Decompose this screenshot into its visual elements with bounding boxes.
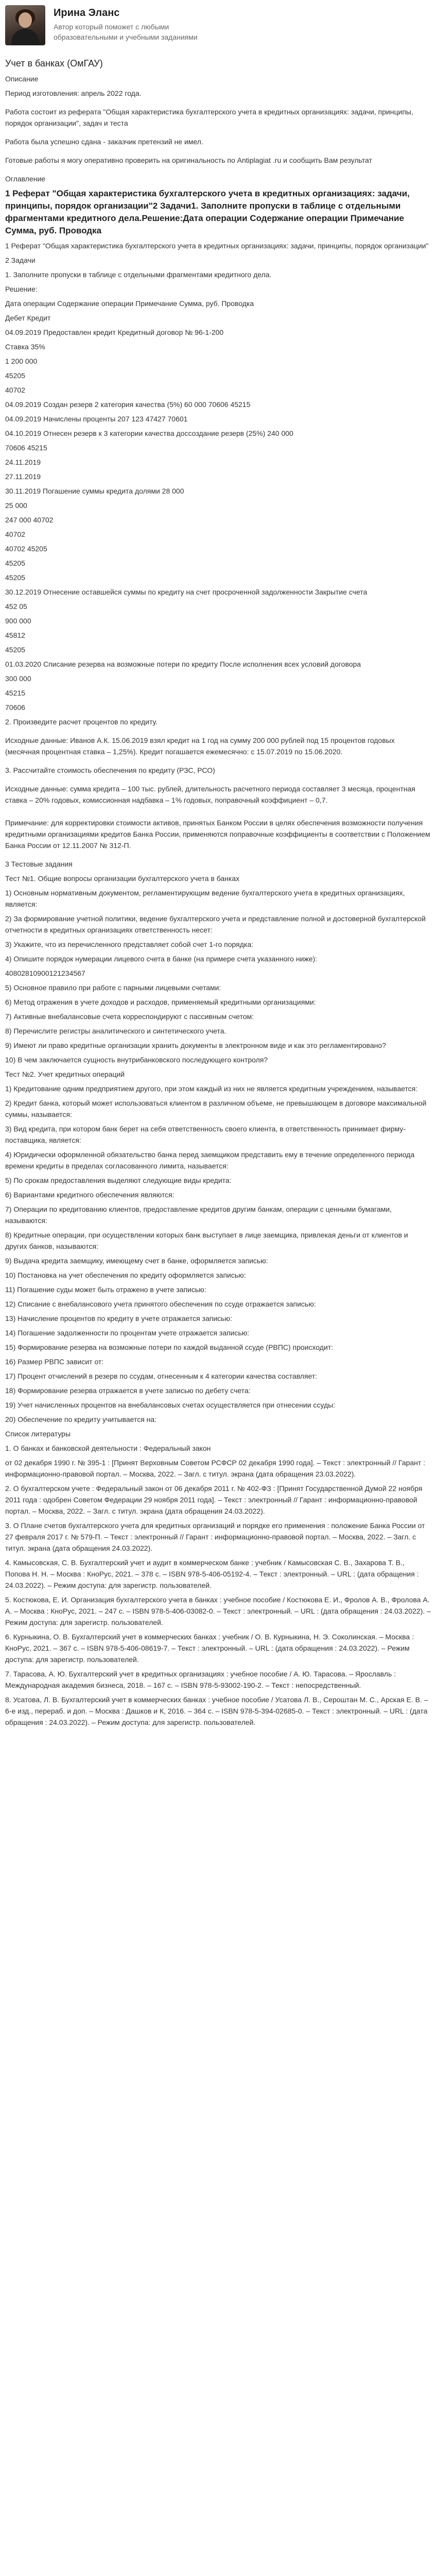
list-item: 3) Вид кредита, при котором банк берет на себя ответственность своего клиента, в ответственность принимает фирму-поставщика, является: — [5, 1125, 406, 1144]
list-item: 6. Курныкина, О. В. Бухгалтерский учет в коммерческих банках : учебник / О. В. Курныкина, Н. Э. Соколинская. – Москва : КноРус, 2021. – 367 с. – ISBN 978-5-406-08619-7. – Текст : электронный. – URL : (дата обращения : 24.03.2022). – Режим доступа: для зарегистр. пользователей. — [5, 1633, 414, 1664]
period: Период изготовления: апрель 2022 года. — [5, 89, 142, 97]
tests-label: 3 Тестовые задания — [5, 860, 73, 868]
list-item: 9) Имеют ли право кредитные организации хранить документы в электронном виде и как это регламентировано? — [5, 1041, 386, 1049]
list-item: 5) Основное правило при работе с парными лицевыми счетами: — [5, 984, 221, 992]
list-item: 1. О банках и банковской деятельности : Федеральный закон — [5, 1444, 211, 1452]
list-item: 1) Кредитование одним предприятием другого, при этом каждый из них не является кредитным учреждением, называется: — [5, 1084, 418, 1093]
list-item: 4) Опишите порядок нумерации лицевого счета в банке (на примере счета указанного ниже): — [5, 955, 318, 963]
author-avatar[interactable] — [5, 5, 45, 45]
ledger-row: 45205 — [5, 371, 25, 380]
list-item: 16) Размер РВПС зависит от: — [5, 1358, 104, 1366]
author-name[interactable]: Ирина Эланс — [54, 7, 120, 19]
list-item: 8) Кредитные операции, при осуществлении которых банк выступает в лице заемщика, привлекая деньги от клиентов и других банков, называются: — [5, 1231, 408, 1250]
work-title: Учет в банках (ОмГАУ) — [5, 58, 103, 69]
ledger-row: 45812 — [5, 631, 25, 639]
ledger-row: 24.11.2019 — [5, 458, 41, 466]
list-item: 18) Формирование резерва отражается в учете записью по дебету счета: — [5, 1386, 251, 1395]
ledger-row: 452 05 — [5, 602, 27, 611]
debit-credit: Дебет Кредит — [5, 314, 51, 322]
ledger-row: 27.11.2019 — [5, 472, 41, 481]
accepted: Работа была успешно сдана - заказчик претензий не имел. — [5, 138, 203, 146]
list-item: 3) Укажите, что из перечисленного представляет собой счет 1-го порядка: — [5, 940, 253, 948]
list-item: 2) За формирование учетной политики, ведение бухгалтерского учета и представление полной и достоверной бухгалтерской отчетности в кредитных организациях ответственность несет: — [5, 914, 426, 934]
list-item: 4. Камысовская, С. В. Бухгалтерский учет и аудит в коммерческом банке : учебник / Камысовская С. В., Захарова Т. В., Попова Н. Н. – Москва : КноРус, 2021. – 378 с. – ISBN 978-5-406-05192-4. – Текст : электронный. – URL : (дата обращения : 24.03.2022). – Режим доступа: для зарегистр. пользователей. — [5, 1558, 419, 1589]
test-2-list — [5, 1083, 431, 1425]
toc-label: Оглавление — [5, 175, 46, 183]
item-1: 1 Реферат "Общая характеристика бухгалтерского учета в кредитных организациях: задачи, принципы, порядок организации" — [5, 242, 429, 250]
ledger-row: 04.09.2019 Начислены проценты 207 123 47427 70601 — [5, 415, 188, 423]
list-item: 5) По срокам предоставления выделяют следующие виды кредита: — [5, 1176, 232, 1184]
list-item: 10) В чем заключается сущность внутрибанковского последующего контроля? — [5, 1056, 268, 1064]
refs-list — [5, 1443, 431, 1728]
list-item: 7) Операции по кредитованию клиентов, предоставление кредитов другим банкам, операции с ценными бумагами, называются: — [5, 1205, 392, 1225]
author-description: Автор который поможет с любыми образовательными и учебными заданиями — [54, 23, 198, 41]
list-item: 6) Вариантами кредитного обеспечения являются: — [5, 1191, 175, 1199]
ledger-row: 45215 — [5, 689, 25, 697]
task-3: 3. Рассчитайте стоимость обеспечения по кредиту (РЗС, РСО) — [5, 766, 215, 774]
ledger-row: 45205 — [5, 573, 25, 582]
list-item: 17) Процент отчислений в резерв по ссудам, отнесенным к 4 категории качества составляет: — [5, 1372, 318, 1380]
ledger-row: 04.09.2019 Предоставлен кредит Кредитный договор № 96-1-200 — [5, 328, 224, 336]
ledger-row: 01.03.2020 Списание резерва на возможные потери по кредиту После исполнения всех условий договора — [5, 660, 361, 668]
list-item: 7. Тарасова, А. Ю. Бухгалтерский учет в кредитных организациях : учебное пособие / А. Ю. Тарасова. – Ярославль : Международная академия бизнеса, 2018. – 167 с. – ISBN 978-5-93002-190-2. – Текст : непосредственный. — [5, 1670, 396, 1689]
ledger-row: 300 000 — [5, 674, 31, 683]
ledger-row: 40702 — [5, 530, 25, 538]
description-label: Описание — [5, 75, 39, 83]
list-item: 2. О бухгалтерском учете : Федеральный закон от 06 декабря 2011 г. № 402-ФЗ : [Принят Государственной Думой 22 ноября 2011 года : одобрен Советом Федерации 29 ноября 2011 года]. – Текст : электронный // Гарант : информационно-правовой портал. – Москва, 2022. – Загл. с титул. экрана (дата обращения 24.03.2022). — [5, 1484, 423, 1515]
ledger-row: 900 000 — [5, 617, 31, 625]
about: Работа состоит из реферата "Общая характеристика бухгалтерского учета в кредитных организациях: задачи, принципы, порядок организации", задач и теста — [5, 108, 413, 127]
test-2-title: Тест №2. Учет кредитных операций — [5, 1070, 125, 1078]
list-item: 9) Выдача кредита заемщику, имеющему счет в банке, оформляется записью: — [5, 1257, 268, 1265]
task-3-data: Исходные данные: сумма кредита – 100 тыс. рублей, длительность расчетного периода составляет 3 месяца, процентная ставка – 20% годовых, комиссионная надбавка – 1% годовых, поправочный коэффициент – 0,7. — [5, 785, 415, 804]
list-item: 12) Списание с внебалансового учета принятого обеспечения по ссуде отражается записью: — [5, 1300, 316, 1308]
list-item: 15) Формирование резерва на возможные потери по каждой выданной ссуде (РВПС) происходит: — [5, 1343, 334, 1351]
ledger-row: 04.09.2019 Создан резерв 2 категория качества (5%) 60 000 70606 45215 — [5, 400, 251, 409]
toc-bold: 1 Реферат "Общая характеристика бухгалтерского учета в кредитных организациях: задачи, принципы, порядок организации"2 Задачи1. Заполните пропуски в таблице с отдельными фрагментами кредитного дела.Решение:Дата операции Содержание операции Примечание Сумма, руб. Проводка — [5, 189, 410, 235]
author-info — [54, 5, 198, 42]
list-item: 19) Учет начисленных процентов на внебалансовых счетах осуществляется при отнесении ссуды: — [5, 1401, 336, 1409]
list-item: 40802810900121234567 — [5, 969, 85, 977]
list-item: 10) Постановка на учет обеспечения по кредиту оформляется записью: — [5, 1271, 246, 1279]
list-item: 6) Метод отражения в учете доходов и расходов, применяемый кредитными организациями: — [5, 998, 316, 1006]
item-2: 2 Задачи — [5, 256, 36, 264]
ledger-row: 25 000 — [5, 501, 27, 510]
list-item: от 02 декабря 1990 г. № 395-1 : [Принят Верховным Советом РСФСР 02 декабря 1990 года]. – Текст : электронный // Гарант : информационно-правовой портал. – Москва, 2022. – Загл. с титул. экрана (дата обращения 23.03.2022). — [5, 1459, 426, 1478]
list-item: 4) Юридически оформленной обязательство банка перед заемщиком представить ему в течение определенного периода времени кредиты в пределах согласованного лимита, называется: — [5, 1150, 415, 1170]
ledger-row: 70606 45215 — [5, 444, 47, 452]
author-card[interactable] — [5, 0, 431, 53]
ledger-row: Ставка 35% — [5, 343, 45, 351]
ledger-row: 45205 — [5, 646, 25, 654]
ledger-row: 30.12.2019 Отнесение оставшейся суммы по кредиту на счет просроченной задолженности Закрытие счета — [5, 588, 368, 596]
test-1-list — [5, 887, 431, 1065]
ledger-rows — [5, 327, 431, 713]
ledger-row: 40702 45205 — [5, 545, 47, 553]
list-item: 20) Обеспечение по кредиту учитывается на: — [5, 1415, 157, 1423]
ledger-row: 70606 — [5, 703, 25, 711]
list-item: 3. О Плане счетов бухгалтерского учета для кредитных организаций и порядке его применения : положение Банка России от 27 февраля 2017 г. № 579-П. – Текст : электронный // Гарант : информационно-правовой портал. – Москва, 2022. – Загл. с титул. экрана (дата обращения 24.03.2022). — [5, 1521, 425, 1552]
refs-label: Список литературы — [5, 1430, 71, 1438]
list-item: 2) Кредит банка, который может использоваться клиентом в различном объеме, не превышающем в договоре максимальной суммы, называется: — [5, 1099, 427, 1118]
task-1: 1. Заполните пропуски в таблице с отдельными фрагментами кредитного дела. — [5, 270, 272, 279]
list-item: 7) Активные внебалансовые счета корреспондируют с пассивным счетом: — [5, 1012, 254, 1021]
list-item: 5. Костюкова, Е. И. Организация бухгалтерского учета в банках : учебное пособие / Костюкова Е. И., Фролов А. В., Фролова А. А. – Москва : КноРус, 2021. – 247 с. – ISBN 978-5-406-03082-0. – Текст : электронный. – URL : (дата обращения : 24.03.2022). – Режим доступа: для зарегистр. пользователей. — [5, 1596, 431, 1626]
solution-label: Решение: — [5, 285, 38, 293]
ledger-row: 45205 — [5, 559, 25, 567]
list-item: 8. Усатова, Л. В. Бухгалтерский учет в коммерческих банках : учебное пособие / Усатова Л. В., Сероштан М. С., Арская Е. В. – 6-е изд., перераб. и доп. – Москва : Дашков и К, 2016. – 364 с. – ISBN 978-5-394-02685-0. – Текст : электронный. – URL : (дата обращения : 24.03.2022). – Режим доступа: для зарегистр. пользователей. — [5, 1696, 428, 1726]
list-item: 13) Начисление процентов по кредиту в учете отражается записью: — [5, 1314, 232, 1323]
list-item: 8) Перечислите регистры аналитического и синтетического учета. — [5, 1027, 226, 1035]
table-header: Дата операции Содержание операции Примечание Сумма, руб. Проводка — [5, 299, 254, 308]
list-item: 11) Погашение суды может быть отражено в учете записью: — [5, 1285, 206, 1294]
ledger-row: 30.11.2019 Погашение суммы кредита долями 28 000 — [5, 487, 184, 495]
list-item: 14) Погашение задолженности по процентам учете отражается записью: — [5, 1329, 250, 1337]
task-2-data: Исходные данные: Иванов А.К. 15.06.2019 взял кредит на 1 год на сумму 200 000 рублей под 15 процентов годовых (месячная процентная ставка – 1,25%). Кредит погашается ежемесячно: с 15.07.2019 по 15.06.2020. — [5, 736, 395, 756]
ledger-row: 1 200 000 — [5, 357, 38, 365]
ledger-row: 04.10.2019 Отнесен резерв к 3 категории качества доссоздание резерв (25%) 240 000 — [5, 429, 293, 437]
task-2: 2. Произведите расчет процентов по кредиту. — [5, 718, 158, 726]
ledger-row: 40702 — [5, 386, 25, 394]
ledger-row: 247 000 40702 — [5, 516, 54, 524]
test-1-title: Тест №1. Общие вопросы организации бухгалтерского учета в банках — [5, 874, 240, 883]
list-item: 1) Основным нормативным документом, регламентирующим ведение бухгалтерского учета в кредитных организациях, является: — [5, 889, 405, 908]
note: Примечание: для корректировки стоимости активов, принятых Банком России в целях обеспечения возможности получения кредитными организациями кредитов Банка России, применяются поправочные коэффициенты в соответствии с Положением Банка России от 12.11.2007 № 312-П. — [5, 819, 430, 850]
originality: Готовые работы я могу оперативно проверить на оригинальность по Antiplagiat .ru и сообщить Вам результат — [5, 156, 372, 164]
